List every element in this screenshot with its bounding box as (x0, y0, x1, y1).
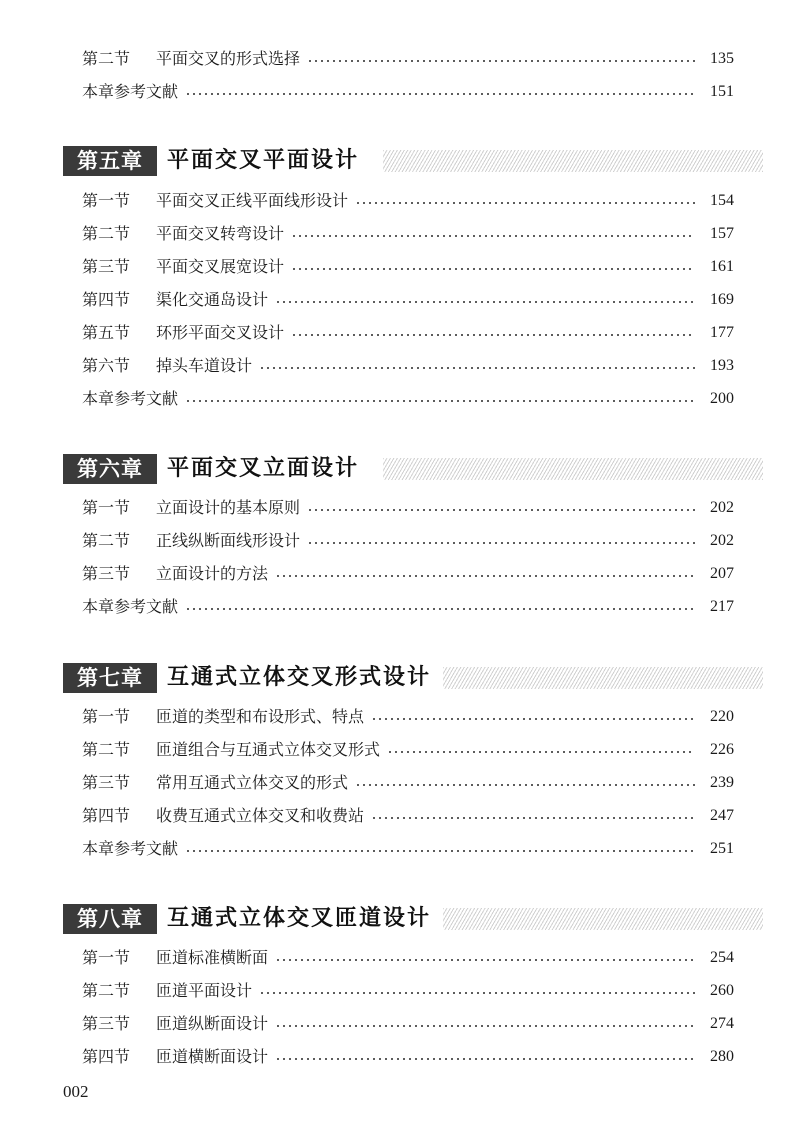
section-number: 第三节 (82, 564, 131, 583)
toc-entry[interactable] (82, 1045, 734, 1069)
toc-entry[interactable] (82, 321, 734, 345)
section-number: 第四节 (82, 806, 131, 825)
page-number: 226 (710, 741, 734, 758)
section-title: 正线纵断面线形设计 (156, 531, 301, 550)
hatch-decoration (443, 908, 763, 930)
section-number: 第一节 (82, 498, 131, 517)
dot-leader (371, 718, 695, 720)
section-number: 第三节 (82, 1014, 131, 1033)
toc-references-entry[interactable] (82, 387, 734, 411)
page-number: 217 (710, 598, 734, 615)
dot-leader (259, 367, 695, 369)
hatch-decoration (383, 458, 763, 480)
page-number: 169 (710, 291, 734, 308)
page-number: 193 (710, 357, 734, 374)
section-title: 收费互通式立体交叉和收费站 (156, 806, 365, 825)
section-title: 匝道的类型和布设形式、特点 (156, 707, 365, 726)
dot-leader (291, 334, 695, 336)
toc-entry[interactable] (82, 1012, 734, 1036)
toc-entry[interactable] (82, 496, 734, 520)
section-title: 平面交叉展宽设计 (156, 257, 285, 276)
dot-leader (275, 575, 695, 577)
section-title: 掉头车道设计 (156, 356, 253, 375)
section-title: 匝道横断面设计 (156, 1047, 269, 1066)
dot-leader (307, 60, 695, 62)
chapter-heading[interactable] (63, 663, 763, 693)
dot-leader (275, 1025, 695, 1027)
chapter-label: 第六章 (63, 454, 157, 484)
toc-entry[interactable] (82, 979, 734, 1003)
dot-leader (275, 1058, 695, 1060)
chapter-title: 互通式立体交叉形式设计 (167, 665, 432, 690)
section-title: 匝道组合与互通式立体交叉形式 (156, 740, 381, 759)
dot-leader (307, 542, 695, 544)
toc-references-entry[interactable] (82, 80, 734, 104)
section-title: 平面交叉转弯设计 (156, 224, 285, 243)
dot-leader (307, 509, 695, 511)
section-title: 匝道纵断面设计 (156, 1014, 269, 1033)
folio-page-number: 002 (63, 1082, 89, 1101)
toc-references-entry[interactable] (82, 595, 734, 619)
toc-entry[interactable] (82, 288, 734, 312)
section-number: 第四节 (82, 1047, 131, 1066)
section-title: 平面交叉正线平面线形设计 (156, 191, 349, 210)
dot-leader (185, 608, 695, 610)
section-number: 第四节 (82, 290, 131, 309)
chapter-heading[interactable] (63, 146, 763, 176)
section-title: 匝道平面设计 (156, 981, 253, 1000)
references-title: 本章参考文献 (82, 82, 179, 101)
section-number: 第二节 (82, 224, 131, 243)
page-number: 274 (710, 1015, 734, 1032)
dot-leader (185, 400, 695, 402)
page-number: 254 (710, 949, 734, 966)
toc-entry[interactable] (82, 738, 734, 762)
page-number: 200 (710, 390, 734, 407)
section-title: 匝道标准横断面 (156, 948, 269, 967)
toc-entry[interactable] (82, 946, 734, 970)
dot-leader (355, 784, 695, 786)
section-title: 常用互通式立体交叉的形式 (156, 773, 349, 792)
section-number: 第二节 (82, 981, 131, 1000)
hatch-decoration (383, 150, 763, 172)
page-number: 207 (710, 565, 734, 582)
page-number: 251 (710, 840, 734, 857)
chapter-title: 平面交叉平面设计 (167, 148, 360, 173)
page-number: 161 (710, 258, 734, 275)
dot-leader (185, 93, 695, 95)
dot-leader (291, 268, 695, 270)
section-title: 环形平面交叉设计 (156, 323, 285, 342)
references-title: 本章参考文献 (82, 839, 179, 858)
dot-leader (275, 959, 695, 961)
dot-leader (259, 992, 695, 994)
section-title: 平面交叉的形式选择 (156, 49, 301, 68)
dot-leader (355, 202, 695, 204)
section-number: 第二节 (82, 531, 131, 550)
page-number: 154 (710, 192, 734, 209)
toc-entry[interactable] (82, 47, 734, 71)
page-number: 135 (710, 50, 734, 67)
page-number: 247 (710, 807, 734, 824)
page-number: 151 (710, 83, 734, 100)
section-number: 第三节 (82, 773, 131, 792)
references-title: 本章参考文献 (82, 597, 179, 616)
dot-leader (387, 751, 695, 753)
chapter-label: 第八章 (63, 904, 157, 934)
section-title: 立面设计的方法 (156, 564, 269, 583)
toc-references-entry[interactable] (82, 837, 734, 861)
section-title: 立面设计的基本原则 (156, 498, 301, 517)
section-number: 第三节 (82, 257, 131, 276)
section-number: 第一节 (82, 948, 131, 967)
chapter-heading[interactable] (63, 904, 763, 934)
toc-entry[interactable] (82, 222, 734, 246)
page-number: 177 (710, 324, 734, 341)
page-number: 157 (710, 225, 734, 242)
chapter-label: 第五章 (63, 146, 157, 176)
section-number: 第六节 (82, 356, 131, 375)
section-title: 渠化交通岛设计 (156, 290, 269, 309)
chapter-title: 互通式立体交叉匝道设计 (167, 906, 432, 931)
toc-entry[interactable] (82, 354, 734, 378)
section-number: 第一节 (82, 707, 131, 726)
toc-entry[interactable] (82, 705, 734, 729)
page-number: 280 (710, 1048, 734, 1065)
chapter-label: 第七章 (63, 663, 157, 693)
chapter-heading[interactable] (63, 454, 763, 484)
page-number: 202 (710, 499, 734, 516)
toc-entry[interactable] (82, 562, 734, 586)
page-number: 260 (710, 982, 734, 999)
toc-entry[interactable] (82, 189, 734, 213)
dot-leader (371, 817, 695, 819)
hatch-decoration (443, 667, 763, 689)
chapter-title: 平面交叉立面设计 (167, 456, 360, 481)
section-number: 第二节 (82, 49, 131, 68)
page-number: 220 (710, 708, 734, 725)
toc-entry[interactable] (82, 804, 734, 828)
toc-entry[interactable] (82, 529, 734, 553)
page-number: 202 (710, 532, 734, 549)
toc-entry[interactable] (82, 771, 734, 795)
section-number: 第一节 (82, 191, 131, 210)
section-number: 第二节 (82, 740, 131, 759)
dot-leader (275, 301, 695, 303)
toc-entry[interactable] (82, 255, 734, 279)
page-number: 239 (710, 774, 734, 791)
dot-leader (185, 850, 695, 852)
section-number: 第五节 (82, 323, 131, 342)
references-title: 本章参考文献 (82, 389, 179, 408)
dot-leader (291, 235, 695, 237)
